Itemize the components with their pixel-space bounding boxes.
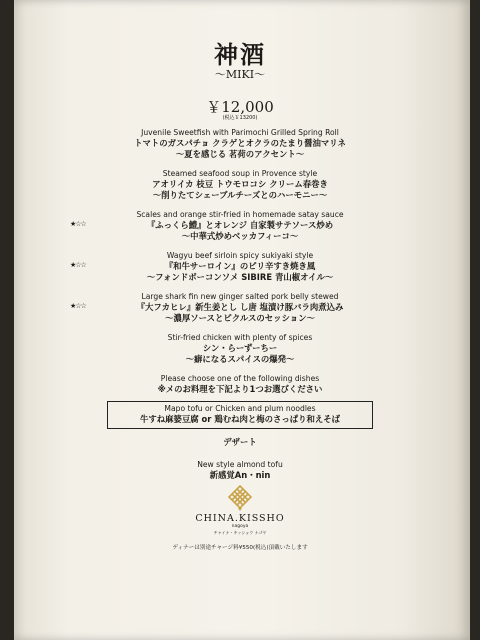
course-item-1	[0, 128, 480, 160]
course-english: Juvenile Sweetfish with Parimochi Grilled Spring Roll	[141, 128, 339, 137]
dessert-heading: デザート	[223, 437, 257, 447]
course-english: Wagyu beef sirloin spicy sukiyaki style	[166, 251, 314, 260]
brand-name: CHINA.KISSHO	[195, 513, 285, 524]
course-item-4	[0, 251, 480, 283]
menu-title: 神酒	[214, 40, 266, 69]
course-japanese: 『和牛サーロイン』のピリ辛すき焼き風	[164, 261, 316, 271]
menu-content	[0, 42, 480, 552]
menu-subtitle: ～MIKI～	[214, 68, 266, 81]
course-japanese-note: ～癖になるスパイスの爆発～	[185, 354, 295, 364]
course-english: Large shark fin new ginger salted pork belly stewed	[141, 292, 339, 301]
course-japanese-note: ～夏を感じる 茗荷のアクセント～	[175, 149, 305, 159]
course-item-6	[0, 333, 480, 365]
course-item-3	[0, 210, 480, 242]
course-japanese: 『大フカヒレ』新生姜とし し唐 塩漬け豚バラ肉煮込み	[136, 302, 344, 312]
course-item-5	[0, 292, 480, 324]
course-japanese: アオリイカ 枝豆 トウモロコシ クリーム春巻き	[152, 179, 328, 189]
course-japanese: シン・らーずーちー	[202, 343, 278, 353]
course-japanese-note: ～濃厚ソースとピクルスのセッション～	[165, 313, 315, 323]
course-price-tax: (税込￥13200)	[222, 115, 258, 121]
brand-katakana: チャイナ・キッショウ ナゴヤ	[213, 530, 267, 535]
course-japanese: トマトのガスパチョ クラゲとオクラのたまり醤油マリネ	[134, 138, 346, 148]
choice-instruction-japanese: ※メのお料理を下記より1つお選びください	[157, 384, 323, 394]
dessert-english: New style almond tofu	[197, 460, 283, 469]
course-japanese-note: ～フォンドボーコンソメ SIBIRE 青山椒オイル～	[146, 272, 334, 282]
course-english: Scales and orange stir-fried in homemade satay sauce	[136, 210, 344, 219]
brand-location: nagoya	[231, 524, 249, 529]
course-price: ￥12,000	[206, 98, 274, 116]
option-japanese: 牛すね麻婆豆腐 or 鶏むね肉と梅のさっぱり和えそば	[140, 414, 340, 424]
course-item-2	[0, 169, 480, 201]
choice-instruction-english: Please choose one of the following dishes	[160, 374, 320, 383]
option-english: Mapo tofu or Chicken and plum noodles	[164, 404, 316, 413]
course-japanese-note: ～削りたてシェーブルチーズとのハーモニー～	[152, 190, 328, 200]
china-kissho-knot-logo	[228, 485, 252, 511]
spice-rating: ★☆☆	[70, 261, 86, 269]
spice-rating: ★☆☆	[70, 302, 86, 310]
course-english: Steamed seafood soup in Provence style	[162, 169, 318, 178]
dinner-charge-note: ディナーは別途チャージ料¥550(税込)頂戴いたします	[172, 545, 308, 551]
dessert-japanese: 新感覚An・nin	[209, 470, 271, 480]
course-english: Stir-fried chicken with plenty of spices	[167, 333, 313, 342]
course-japanese: 『ふっくら鱧』とオレンジ 自家製サテソース炒め	[146, 220, 334, 230]
spice-rating: ★☆☆	[70, 220, 86, 228]
noodle-options-box	[107, 401, 373, 429]
course-japanese-note: ～中華式炒めベッカフィーコ～	[181, 231, 299, 241]
